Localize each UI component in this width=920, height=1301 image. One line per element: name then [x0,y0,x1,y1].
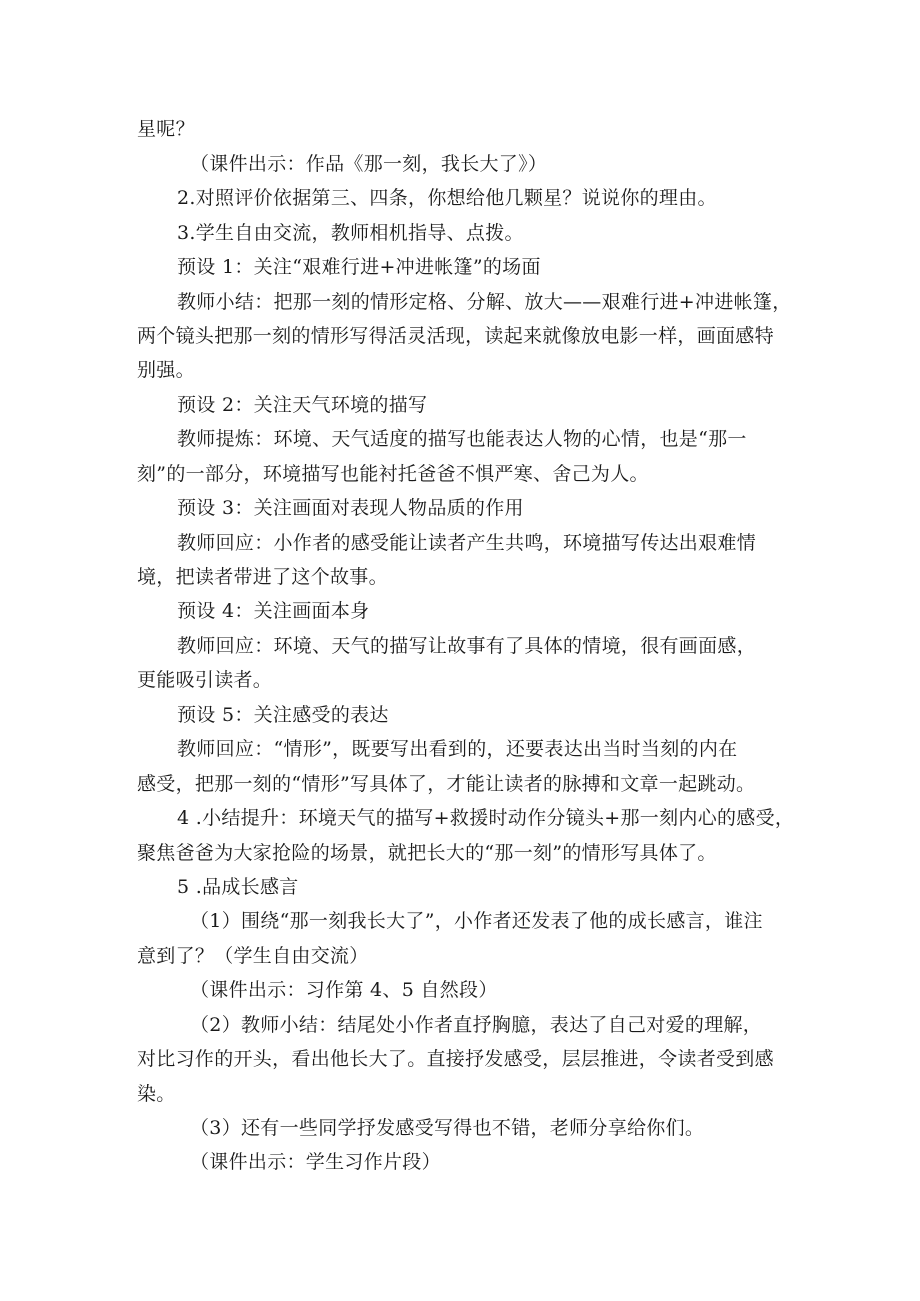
text-line: 染。 [137,1083,176,1105]
text-line: （课件出示：习作第 4、5 自然段） [190,979,498,1001]
text-line: 境，把读者带进了这个故事。 [137,566,388,588]
text-line: 教师小结：把那一刻的情形定格、分解、放大——艰难行进+冲进帐篷， [177,291,792,313]
text-line: 感受，把那一刻的“情形”写具体了，才能让读者的脉搏和文章一起跳动。 [137,773,756,795]
text-line: 刻”的一部分，环境描写也能衬托爸爸不惧严寒、舍己为人。 [137,463,649,485]
text-line: （课件出示：学生习作片段） [190,1151,441,1173]
text-line: 两个镜头把那一刻的情形写得活灵活现，读起来就像放电影一样，画面感特 [137,325,774,347]
text-line: 4 .小结提升：环境天气的描写+救援时动作分镜头+那一刻内心的感受， [177,807,795,829]
text-line: 聚焦爸爸为大家抢险的场景，就把长大的“那一刻”的情形写具体了。 [137,842,717,864]
text-line: 2.对照评价依据第三、四条，你想给他几颗星？说说你的理由。 [177,187,717,209]
text-line: 3.学生自由交流，教师相机指导、点拨。 [177,222,524,244]
text-line: 预设 5：关注感受的表达 [177,704,389,726]
text-line: 教师提炼：环境、天气适度的描写也能表达人物的心情，也是“那一 [177,428,747,450]
text-line: 教师回应：“情形”，既要写出看到的，还要表达出当时当刻的内在 [177,738,738,760]
text-line: 预设 1：关注“艰难行进+冲进帐篷”的场面 [177,256,541,278]
text-line: 预设 2：关注天气环境的描写 [177,394,428,416]
text-line: 星呢？ [137,118,195,140]
text-line: （课件出示：作品《那一刻，我长大了》） [190,153,548,175]
text-line: 教师回应：小作者的感受能让读者产生共鸣，环境描写传达出艰难情 [177,532,757,554]
text-line: 预设 3：关注画面对表现人物品质的作用 [177,497,524,519]
text-line: 别强。 [137,359,195,381]
text-line: （3）还有一些同学抒发感受写得也不错，老师分享给你们。 [190,1117,705,1139]
text-line: 意到了？（学生自由交流） [137,945,369,967]
text-line: （2）教师小结：结尾处小作者直抒胸臆，表达了自己对爱的理解， [190,1014,763,1036]
text-line: 5 .品成长感言 [177,876,299,898]
text-line: 教师回应：环境、天气的描写让故事有了具体的情境，很有画面感， [177,635,757,657]
text-line: （1）围绕“那一刻我长大了”，小作者还发表了他的成长感言，谁注 [190,910,763,932]
text-line: 更能吸引读者。 [137,669,273,691]
text-line: 预设 4：关注画面本身 [177,600,370,622]
text-line: 对比习作的开头，看出他长大了。直接抒发感受，层层推进，令读者受到感 [137,1048,774,1070]
